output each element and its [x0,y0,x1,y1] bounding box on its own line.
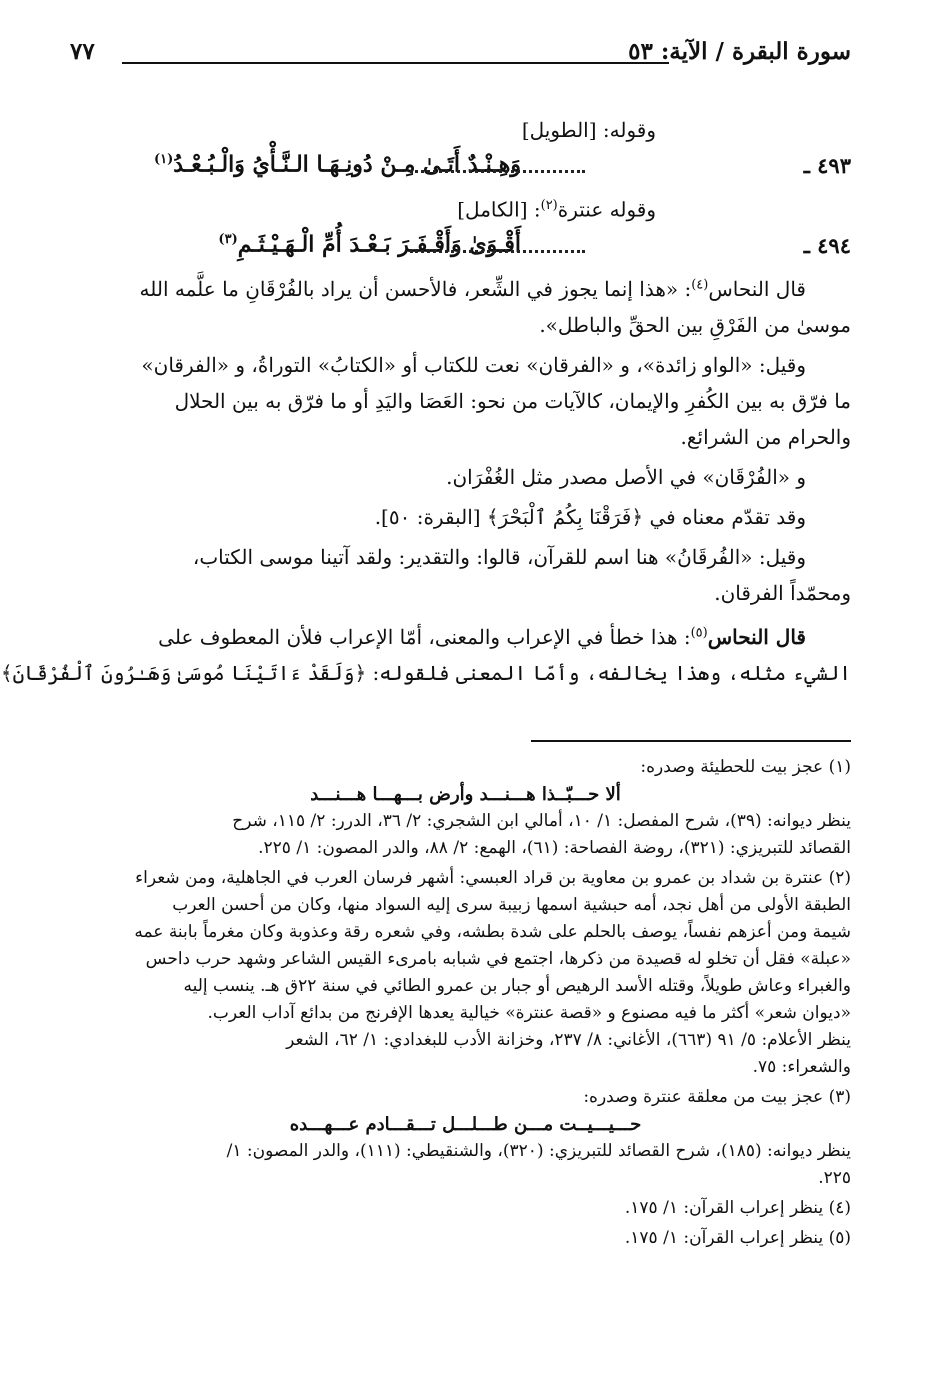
footnote-5: (٥) ينظر إعراب القرآن: ١/ ١٧٥. [624,1228,851,1248]
footnote-1 [80,754,851,862]
text-line: «ديوان شعر» أكثر ما فيه مصنوع و «قصة عنترة» خيالية يعدها الإفرنج من بدائع آداب العرب. [207,1003,851,1023]
text-line: والحرام من الشرائع. [680,425,851,450]
footnote-ref: (٤) [691,277,709,293]
verse-number: ٤٩٣ ـ [803,153,851,178]
text-line: وقد تقدّم معناه في ﴿فَرَقْنَا بِكُمُ ٱلْبَحْرَ﴾ [البقرة: ٥٠]. [374,505,806,530]
verse-494 [80,228,851,268]
text-line: وقيل: «الفُرقَانُ» هنا اسم للقرآن، قالوا: والتقدير: ولقد آتينا موسى الكتاب، [192,545,806,570]
paragraph [80,347,851,455]
page-number: ٧٧ [70,38,95,65]
paragraph [80,539,851,611]
footnote-verse: ألا حـــبّــذا هـــنـــد وأرض بـــهـــا هـــنـــد [310,784,621,805]
text-line: قال النحاس$^{(٤)}$: «هذا إنما يجوز في الشِّعر، فالأحسن أن يراد بالفُرْقَانِ ما علَّمه الله [139,277,806,302]
footnotes [80,754,851,1255]
footnote-rule [531,740,851,742]
paragraph [80,459,851,495]
footnote-ref: (٢) [540,198,558,213]
verse-text: وَهِـنْـدٌ أَتَـىٰ مِـنْ دُونِـهَـا الـنَّـأْيُ وَالْـبُـعْـدُ$^{(١)}$ [153,151,521,178]
text-line: و «الفُرْقَان» في الأصل مصدر مثل الغُفْرَان. [446,465,806,490]
text-line: «عبلة» فقل أن تخلو له قصيدة من ذكرها، اجتمع في شبابه بامرىء القيس الشاعر وشهد حرب داحس [145,949,851,969]
verse-dots [410,170,585,173]
text-line: ٢٢٥. [818,1168,851,1188]
paragraph [80,499,851,535]
paragraph [80,268,851,344]
footnote-ref: (٥) [690,625,708,641]
footnote-ref: (١) [153,152,174,167]
text-line: (٢) عنترة بن شداد بن عمرو بن معاوية بن قراد العبسي: أشهر فرسان العرب في الجاهلية، ومن شعراء [135,868,851,888]
footnote-4: (٤) ينظر إعراب القرآن: ١/ ١٧٥. [624,1198,851,1218]
running-header [70,36,851,76]
verse-dots [410,250,585,253]
text-line: موسىٰ من الفَرْقِ بين الحقِّ والباطل». [539,313,851,338]
footnote-3 [80,1084,851,1192]
verse-number: ٤٩٤ ـ [803,232,851,258]
verse-intro: وقوله عنترة$^{(٢)}$: [الكامل] [457,197,656,222]
speaker: قال النحاس [707,624,806,649]
text-line: وقيل: «الواو زائدة»، و «الفرقان» نعت للكتاب أو «الكتابُ» التوراةُ، و «الفرقان» [141,353,806,378]
text-line: شيمة ومن أعزهم نفساً، يوصف بالحلم على شدة بطشه، وفي شعره رقة وعذوبة وكان مغرماً بابنة عمه [134,922,851,942]
verse-493 [80,148,851,188]
text-line: ومحمّداً الفرقان. [714,581,851,606]
verse-text: أَقْـوَىٰ وَأَقْـفَـرَ بَـعْـدَ أُمِّ الْـهَـيْـثَـمِ$^{(٣)}$ [218,230,521,257]
footnote-ref: (٣) [218,231,238,247]
text-line: ينظر ديوانه: (٣٩)، شرح المفصل: ١/ ١٠، أمالي ابن الشجري: ٢/ ٣٦، الدرر: ٢/ ١١٥، شرح [232,811,851,831]
footnote-2 [80,865,851,1081]
footnote-intro: (١) عجز بيت للحطيئة وصدره: [640,757,851,777]
text-line: ما فرّق به بين الكُفرِ والإيمان، كالآيات من نحو: العَصَا واليَدِ أو ما فرّق به بين الحلال [174,389,851,414]
main-text [0,112,851,695]
header-rule [122,62,669,64]
text-line: الطبقة الأولى من أهل نجد، أمه حبشية اسمها زبيبة سرى إليه السواد منها، وكان من أحسن العرب [172,895,851,915]
text-line: قال النحاس$^{(٥)}$: هذا خطأ في الإعراب والمعنى، أمّا الإعراب فلأن المعطوف على [158,624,806,649]
text-line: ينظر الأعلام: ٥/ ٩١ (٦٦٣)، الأغاني: ٨/ ٢٣٧، وخزانة الأدب للبغدادي: ١/ ٦٢، الشعر [286,1030,851,1050]
text-line: والغبراء وعاش طويلاً، وقتله الأسد الرهيص أو جبار بن عمرو الطائي في سنة ٢٢ق هـ. ينسب إليه [183,976,851,996]
paragraph [0,615,851,691]
footnote-intro: (٣) عجز بيت من معلقة عنترة وصدره: [583,1087,851,1107]
footnote-verse: حـــيـــيــت مـــن طـــلـــل تـــقـــادم عـــهـــده [289,1114,642,1135]
verse-intro: وقوله: [الطويل] [521,118,656,142]
text-line: ينظر ديوانه: (١٨٥)، شرح القصائد للتبريزي: (٣٢٠)، والشنقيطي: (١١١)، والدر المصون: ١/ [226,1141,851,1161]
text-line: الشيء مثله، وهذا يخالفه، وأمّا المعنى فلقوله: ﴿وَلَقَدْ ءَاتَيْنَا مُوسَىٰ وَهَـٰرُونَ ٱلْفُرْقَانَ﴾ [0,660,851,685]
text-line: والشعراء: ٧٥. [752,1057,851,1077]
surah-title: سورة البقرة / الآية: ٥٣ [628,38,851,65]
text-line: القصائد للتبريزي: (٣٢١)، روضة الفصاحة: (٦١)، الهمع: ٢/ ٨٨، والدر المصون: ١/ ٢٢٥. [258,838,851,858]
